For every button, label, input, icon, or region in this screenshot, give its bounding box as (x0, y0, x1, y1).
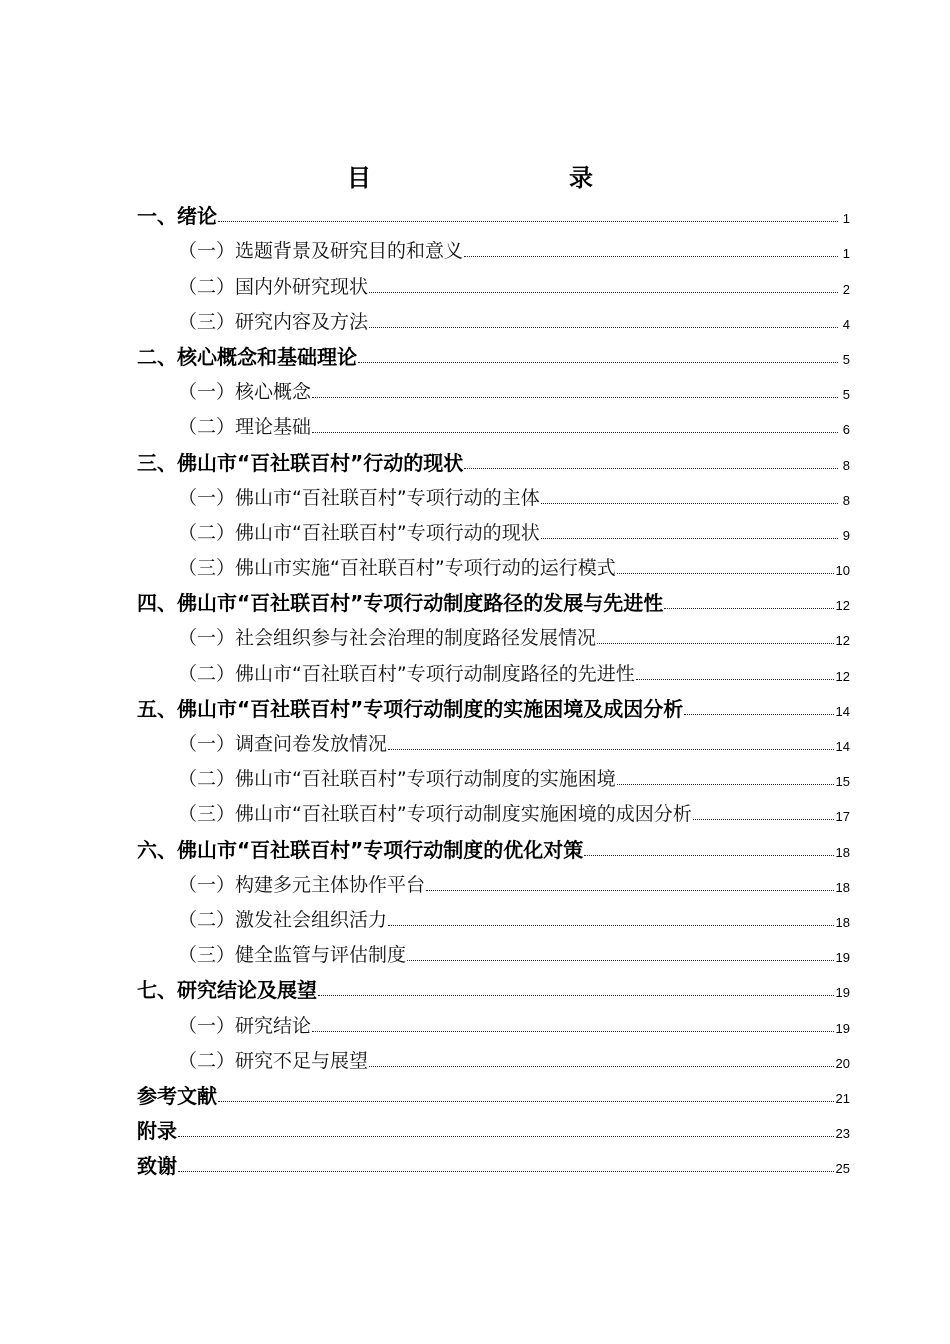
toc-page-number: 20 (835, 1055, 850, 1071)
toc-entry-text: 四、佛山市“百社联百村”专项行动制度路径的发展与先进性 (137, 591, 664, 616)
toc-entry-text: （一）调查问卷发放情况 (178, 733, 388, 755)
toc-section-entry[interactable] (137, 756, 850, 791)
dot-leader (218, 1101, 834, 1102)
toc-section-entry[interactable] (137, 932, 850, 967)
dot-leader (388, 749, 834, 750)
toc-entry-text: 附录 (137, 1119, 177, 1144)
toc-entry-text: （一）核心概念 (178, 381, 312, 404)
toc-section-entry[interactable] (137, 299, 850, 334)
toc-page-number: 1 (842, 211, 850, 227)
toc-chapter-entry[interactable] (137, 334, 850, 369)
toc-entry-text: （三）佛山市“百社联百村”专项行动制度实施困境的成因分析 (178, 803, 692, 826)
toc-entry-text: （一）构建多元主体协作平台 (178, 873, 426, 896)
toc-entry-text: 致谢 (137, 1154, 177, 1179)
toc-section-entry[interactable] (137, 404, 850, 439)
toc-page-number: 25 (835, 1161, 850, 1177)
toc-page-number: 2 (842, 281, 850, 297)
toc-section-entry[interactable] (137, 650, 850, 685)
toc-page-number: 14 (835, 739, 850, 754)
page-title: 目 录 (347, 164, 643, 192)
toc-chapter-entry[interactable] (137, 826, 850, 861)
toc-section-entry[interactable] (137, 263, 850, 298)
toc-section-entry[interactable] (137, 545, 850, 580)
toc-entry-text: 五、佛山市“百社联百村”专项行动制度的实施困境及成因分析 (137, 696, 684, 721)
toc-entry-text: （二）研究不足与展望 (178, 1049, 369, 1072)
toc-entry-text: 一、绪论 (137, 204, 217, 229)
toc-page-number: 8 (842, 492, 850, 508)
toc-chapter-entry[interactable] (137, 686, 850, 721)
toc-section-entry[interactable] (137, 791, 850, 826)
dot-leader (426, 890, 834, 891)
toc-chapter-entry[interactable] (137, 1073, 850, 1108)
dot-leader (541, 538, 838, 539)
dot-leader (358, 362, 838, 363)
toc-chapter-entry[interactable] (137, 1143, 850, 1178)
toc-page-number: 5 (842, 351, 850, 367)
dot-leader (369, 327, 838, 328)
dot-leader (178, 1171, 834, 1172)
dot-leader (369, 292, 838, 293)
toc-section-entry[interactable] (137, 510, 850, 545)
toc-section-entry[interactable] (137, 1002, 850, 1037)
toc-page-number: 5 (842, 387, 850, 403)
toc-entry-text: 三、佛山市“百社联百村”行动的现状 (137, 450, 464, 475)
dot-leader (636, 679, 834, 680)
toc-page-number: 1 (842, 246, 850, 262)
toc-page-number: 21 (835, 1090, 850, 1106)
toc-entry-text: （一）选题背景及研究目的和意义 (178, 240, 464, 263)
toc-entry-text: （一）社会组织参与社会治理的制度路径发展情况 (178, 627, 597, 650)
dot-leader (312, 1031, 834, 1032)
toc-chapter-entry[interactable] (137, 1108, 850, 1143)
toc-page-number: 6 (842, 422, 850, 438)
dot-leader (664, 608, 833, 609)
dot-leader (407, 960, 834, 961)
toc-page-number: 9 (842, 527, 850, 543)
toc-chapter-entry[interactable] (137, 580, 850, 615)
toc-page-number: 12 (835, 598, 850, 614)
toc-page-number: 15 (835, 774, 850, 790)
toc-chapter-entry[interactable] (137, 439, 850, 474)
dot-leader (312, 397, 838, 398)
dot-leader (617, 573, 834, 574)
toc-entry-text: 七、研究结论及展望 (137, 978, 317, 1003)
dot-leader (464, 256, 838, 257)
toc-entry-text: （二）佛山市“百社联百村”专项行动制度的实施困境 (178, 768, 616, 791)
toc-entry-text: （二）激发社会组织活力 (178, 908, 388, 931)
toc-entry-text: （二）佛山市“百社联百村”专项行动制度路径的先进性 (178, 662, 635, 685)
toc-page-number: 19 (835, 1020, 850, 1036)
toc-page-number: 4 (842, 316, 850, 332)
toc-entry-text: （一）佛山市“百社联百村”专项行动的主体 (178, 486, 540, 509)
toc-page-number: 8 (842, 457, 850, 473)
toc-page-number: 18 (835, 879, 850, 895)
dot-leader (369, 1066, 834, 1067)
toc-page-number: 18 (835, 914, 850, 930)
toc-chapter-entry[interactable] (137, 967, 850, 1002)
toc-section-entry[interactable] (137, 615, 850, 650)
toc-section-entry[interactable] (137, 475, 850, 510)
toc-page-number: 14 (835, 703, 850, 719)
toc-list (137, 193, 850, 1178)
dot-leader (312, 432, 838, 433)
toc-entry-text: （三）研究内容及方法 (178, 310, 369, 333)
toc-page-number: 19 (835, 985, 850, 1001)
toc-entry-text: （三）佛山市实施“百社联百村”专项行动的运行模式 (178, 557, 616, 580)
dot-leader (684, 714, 833, 715)
toc-section-entry[interactable] (137, 369, 850, 404)
toc-page-number: 12 (835, 633, 850, 649)
toc-entry-text: （二）佛山市“百社联百村”专项行动的现状 (178, 521, 540, 544)
toc-entry-text: （三）健全监管与评估制度 (178, 944, 407, 967)
toc-entry-text: 参考文献 (137, 1083, 217, 1108)
dot-leader (388, 925, 834, 926)
toc-section-entry[interactable] (137, 721, 850, 756)
toc-section-entry[interactable] (137, 862, 850, 897)
dot-leader (178, 1136, 834, 1137)
toc-entry-text: 二、核心概念和基础理论 (137, 344, 357, 369)
dot-leader (464, 468, 838, 469)
dot-leader (693, 819, 834, 820)
toc-entry-text: （二）国内外研究现状 (178, 275, 369, 298)
dot-leader (617, 784, 834, 785)
toc-entry-text: （二）理论基础 (178, 416, 312, 439)
toc-page-number: 18 (835, 844, 850, 860)
dot-leader (541, 503, 838, 504)
toc-section-entry[interactable] (137, 1038, 850, 1073)
dot-leader (318, 995, 834, 996)
toc-entry-text: 六、佛山市“百社联百村”专项行动制度的优化对策 (137, 837, 584, 862)
toc-page-number: 19 (835, 950, 850, 966)
toc-page-number: 10 (835, 563, 850, 579)
toc-chapter-entry[interactable] (137, 193, 850, 228)
dot-leader (584, 855, 833, 856)
toc-entry-text: （一）研究结论 (178, 1014, 312, 1037)
dot-leader (597, 643, 834, 644)
toc-page-number: 17 (835, 809, 850, 825)
toc-page-number: 12 (835, 668, 850, 684)
toc-section-entry[interactable] (137, 228, 850, 263)
toc-section-entry[interactable] (137, 897, 850, 932)
toc-page-number: 23 (835, 1126, 850, 1142)
dot-leader (218, 221, 838, 222)
